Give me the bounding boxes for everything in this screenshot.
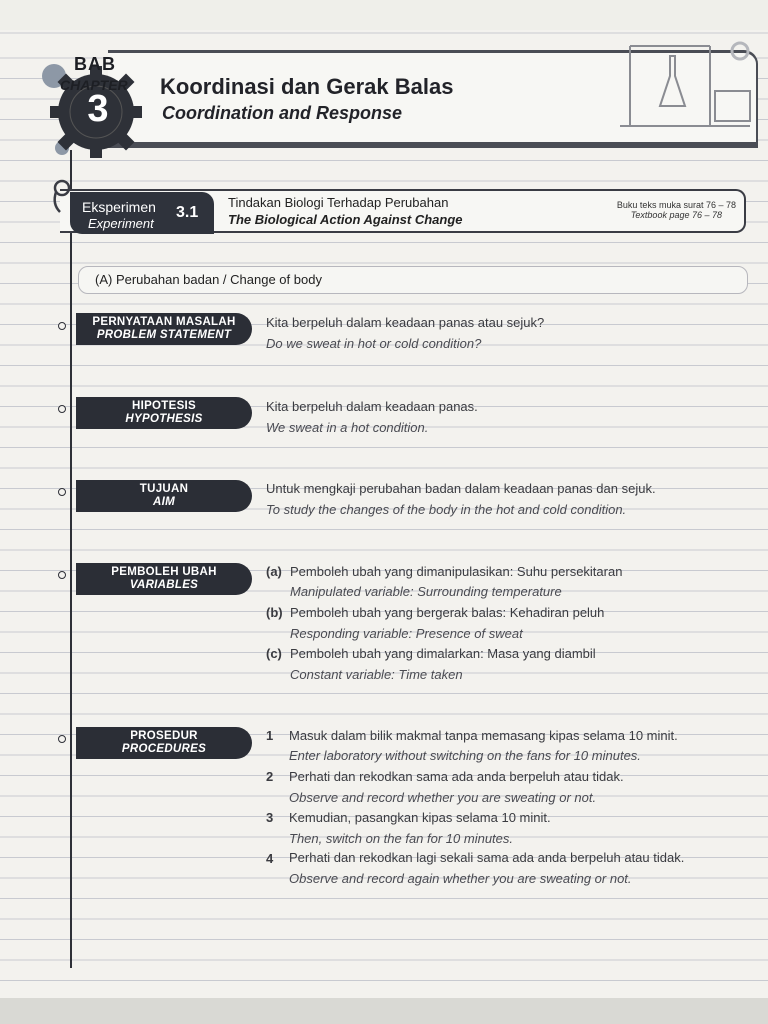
margin-timeline [70, 150, 72, 968]
section-a-header [78, 266, 748, 294]
lab-apparatus-icon [600, 36, 760, 136]
section-a-title: (A) Perubahan badan / Change of body [95, 272, 322, 287]
problem-text-malay: Kita berpeluh dalam keadaan panas atau sejuk? [266, 315, 545, 330]
textbook-reference-english: Textbook page 76 – 78 [630, 210, 722, 220]
variable-a-english: Manipulated variable: Surrounding temperature [290, 584, 562, 599]
variables-label-english: VARIABLES [129, 579, 199, 591]
variables-bullet [58, 571, 66, 579]
aim-label [76, 480, 252, 512]
step-number-4: 4 [266, 851, 274, 866]
experiment-label-malay: Eksperimen [82, 199, 156, 215]
variable-a-malay: Pemboleh ubah yang dimanipulasikan: Suhu persekitaran [290, 564, 623, 579]
variable-c-malay: Pemboleh ubah yang dimalarkan: Masa yang diambil [290, 646, 596, 661]
step-number-3: 3 [266, 810, 274, 825]
step-1-english: Enter laboratory without switching on the fans for 10 minutes. [289, 748, 641, 763]
textbook-reference-malay: Buku teks muka surat 76 – 78 [616, 200, 736, 210]
aim-label-malay: TUJUAN [139, 483, 189, 495]
variable-marker-a: (a) [266, 564, 282, 579]
aim-bullet [58, 488, 66, 496]
hypothesis-text-malay: Kita berpeluh dalam keadaan panas. [266, 399, 478, 414]
hypothesis-bullet [58, 405, 66, 413]
variable-marker-b: (b) [266, 605, 283, 620]
step-3-malay: Kemudian, pasangkan kipas selama 10 minit. [289, 810, 551, 825]
problem-statement-label [76, 313, 252, 345]
experiment-label-english: Experiment [88, 216, 154, 231]
bab-label: BAB [74, 54, 116, 74]
hypothesis-text-english: We sweat in a hot condition. [266, 420, 429, 435]
aim-text-malay: Untuk mengkaji perubahan badan dalam keadaan panas dan sejuk. [266, 481, 656, 496]
experiment-title-english: The Biological Action Against Change [228, 212, 463, 227]
step-2-malay: Perhati dan rekodkan sama ada anda berpeluh atau tidak. [289, 769, 624, 784]
step-3-english: Then, switch on the fan for 10 minutes. [289, 831, 514, 846]
problem-label-malay: PERNYATAAN MASALAH [92, 316, 236, 328]
problem-text-english: Do we sweat in hot or cold condition? [266, 336, 482, 351]
page-bottom-edge [0, 998, 768, 1024]
procedures-label [76, 727, 252, 759]
procedures-label-english: PROCEDURES [121, 743, 207, 755]
hypothesis-label-malay: HIPOTESIS [131, 400, 197, 412]
step-4-english: Observe and record again whether you are sweating or not. [289, 871, 632, 886]
microscope-icon [50, 178, 80, 218]
step-2-english: Observe and record whether you are sweating or not. [289, 790, 597, 805]
aim-label-english: AIM [153, 496, 175, 508]
variables-label-malay: PEMBOLEH UBAH [111, 566, 217, 578]
step-number-1: 1 [266, 728, 274, 743]
experiment-title-malay: Tindakan Biologi Terhadap Perubahan [228, 195, 449, 210]
chapter-title-english: Coordination and Response [162, 103, 403, 123]
variable-b-english: Responding variable: Presence of sweat [290, 626, 523, 641]
step-1-malay: Masuk dalam bilik makmal tanpa memasang kipas selama 10 minit. [289, 728, 678, 743]
chapter-number: 3 [87, 88, 109, 130]
problem-bullet [58, 322, 66, 330]
problem-label-english: PROBLEM STATEMENT [96, 329, 232, 341]
hypothesis-label [76, 397, 252, 429]
step-4-malay: Perhati dan rekodkan lagi sekali sama ada anda berpeluh atau tidak. [289, 850, 685, 865]
variable-b-malay: Pemboleh ubah yang bergerak balas: Kehadiran peluh [290, 605, 605, 620]
chapter-label: CHAPTER [60, 77, 128, 93]
aim-text-english: To study the changes of the body in the hot and cold condition. [266, 502, 627, 517]
procedures-label-malay: PROSEDUR [130, 730, 198, 742]
variables-label [76, 563, 252, 595]
variable-marker-c: (c) [266, 646, 282, 661]
variable-c-english: Constant variable: Time taken [290, 667, 463, 682]
hypothesis-label-english: HYPOTHESIS [125, 413, 203, 425]
experiment-number: 3.1 [176, 204, 199, 221]
procedures-bullet [58, 735, 66, 743]
step-number-2: 2 [266, 769, 274, 784]
chapter-title-malay: Koordinasi dan Gerak Balas [160, 74, 454, 99]
